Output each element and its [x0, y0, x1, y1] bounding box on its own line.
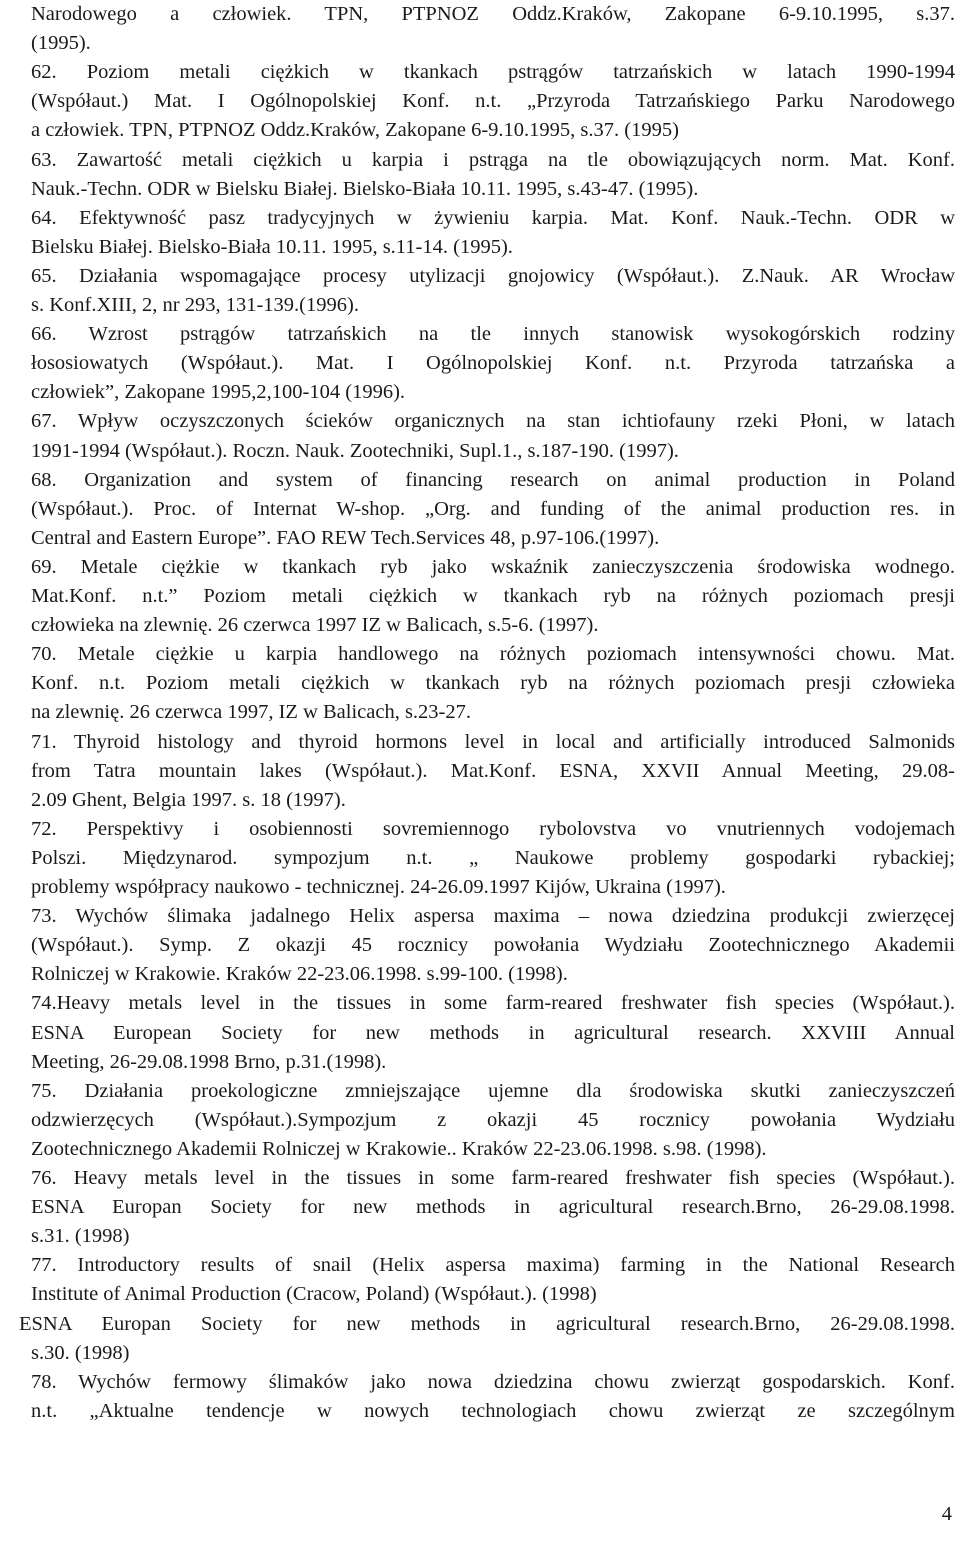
text-line: na zlewnię. 26 czerwca 1997, IZ w Balicach, s.23-27.: [31, 701, 472, 724]
text-line: s.30. (1998): [31, 1341, 130, 1364]
text-line: (Współaut.) Mat. I Ogólnopolskiej Konf. n.t. „Przyroda Tatrzańskiego Parku Narodowego: [31, 90, 955, 113]
text-line: 75. Działania proekologiczne zmniejszające ujemne dla środowiska skutki zanieczyszczeń: [31, 1079, 955, 1102]
text-line: 76. Heavy metals level in the tissues in some farm-reared freshwater fish species (Współaut.).: [31, 1167, 955, 1189]
text-line: s.31. (1998): [31, 1225, 130, 1248]
text-line: Zootechnicznego Akademii Rolniczej w Krakowie.. Kraków 22-23.06.1998. s.98. (1998).: [31, 1137, 767, 1160]
text-line: 64. Efektywność pasz tradycyjnych w żywieniu karpia. Mat. Konf. Nauk.-Techn. ODR w: [31, 206, 955, 229]
text-line: 66. Wzrost pstrągów tatrzańskich na tle innych stanowisk wysokogórskich rodziny: [31, 323, 955, 346]
text-line: 69. Metale ciężkie w tkankach ryb jako wskaźnik zanieczyszczenia środowiska wodnego.: [31, 555, 955, 578]
text-line: (Współaut.). Symp. Z okazji 45 rocznicy powołania Wydziału Zootechnicznego Akademii: [31, 934, 955, 957]
text-line: (1995).: [31, 32, 91, 55]
text-line: Narodowego a człowiek. TPN, PTPNOZ Oddz.Kraków, Zakopane 6-9.10.1995, s.37.: [31, 3, 955, 25]
text-line: 63. Zawartość metali ciężkich u karpia i pstrąga na tle obowiązujących norm. Mat. Konf.: [31, 148, 955, 171]
text-line: Bielsku Białej. Bielsko-Biała 10.11. 1995, s.11-14. (1995).: [31, 235, 513, 258]
text-line: (Współaut.). Proc. of Internat W-shop. „Org. and funding of the animal production res. in: [31, 497, 955, 520]
text-line: 67. Wpływ oczyszczonych ścieków organicznych na stan ichtiofauny rzeki Płoni, w latach: [31, 410, 955, 433]
text-line: 73. Wychów ślimaka jadalnego Helix aspersa maxima – nowa dziedzina produkcji zwierzęcej: [31, 905, 955, 928]
text-line: człowiek”, Zakopane 1995,2,100-104 (1996).: [31, 381, 406, 404]
text-line: 70. Metale ciężkie u karpia handlowego na różnych poziomach intensywności chowu. Mat.: [31, 643, 955, 666]
text-line: ESNA Europan Society for new methods in agricultural research.Brno, 26-29.08.1998.: [31, 1196, 955, 1219]
text-line: Polszi. Międzynarod. sympozjum n.t. „ Naukowe problemy gospodarki rybackiej;: [31, 846, 955, 869]
text-line: 78. Wychów fermowy ślimaków jako nowa dziedzina chowu zwierząt gospodarskich. Konf.: [31, 1370, 955, 1393]
text-line: Rolniczej w Krakowie. Kraków 22-23.06.1998. s.99-100. (1998).: [31, 963, 568, 986]
text-line: odzwierzęcych (Współaut.).Sympozjum z okazji 45 rocznicy powołania Wydziału: [31, 1108, 955, 1131]
text-line: a człowiek. TPN, PTPNOZ Oddz.Kraków, Zakopane 6-9.10.1995, s.37. (1995): [31, 119, 679, 142]
text-line: 77. Introductory results of snail (Helix aspersa maxima) farming in the National Research: [31, 1254, 955, 1277]
text-line: Central and Eastern Europe”. FAO REW Tech.Services 48, p.97-106.(1997).: [31, 526, 660, 549]
text-line: n.t. „Aktualne tendencje w nowych technologiach chowu zwierząt ze szczególnym: [31, 1399, 955, 1422]
text-line: Nauk.-Techn. ODR w Bielsku Białej. Bielsko-Biała 10.11. 1995, s.43-47. (1995).: [31, 177, 699, 200]
text-line: człowieka na zlewnię. 26 czerwca 1997 IZ w Balicach, s.5-6. (1997).: [31, 614, 599, 637]
text-line: Konf. n.t. Poziom metali ciężkich w tkankach ryb na różnych poziomach presji człowieka: [31, 672, 955, 695]
text-line: 1991-1994 (Współaut.). Roczn. Nauk. Zootechniki, Supl.1., s.187-190. (1997).: [31, 439, 679, 462]
text-line: from Tatra mountain lakes (Współaut.). Mat.Konf. ESNA, XXVII Annual Meeting, 29.08-: [31, 759, 955, 782]
text-line: 71. Thyroid histology and thyroid hormons level in local and artificially introduced Salmonids: [31, 730, 955, 753]
text-line: s. Konf.XIII, 2, nr 293, 131-139.(1996).: [31, 294, 359, 316]
text-line: Institute of Animal Production (Cracow, Poland) (Współaut.). (1998): [31, 1283, 597, 1306]
text-line: Mat.Konf. n.t.” Poziom metali ciężkich w tkankach ryb na różnych poziomach presji: [31, 585, 955, 607]
text-line: 62. Poziom metali ciężkich w tkankach pstrągów tatrzańskich w latach 1990-1994: [31, 61, 955, 84]
text-line: 2.09 Ghent, Belgia 1997. s. 18 (1997).: [31, 788, 346, 811]
text-line: 72. Perspektivy i osobiennosti sovremiennogo rybolovstva vo vnutriennych vodojemach: [31, 817, 955, 840]
text-line: 74.Heavy metals level in the tissues in some farm-reared freshwater fish species (Współaut.).: [31, 992, 955, 1015]
text-line: ESNA Europan Society for new methods in agricultural research.Brno, 26-29.08.1998.: [19, 1312, 955, 1335]
text-line: ESNA European Society for new methods in agricultural research. XXVIII Annual: [31, 1021, 955, 1044]
page-number: 4: [941, 1503, 952, 1525]
text-line: 68. Organization and system of financing research on animal production in Poland: [31, 468, 955, 491]
text-line: problemy współpracy naukowo - technicznej. 24-26.09.1997 Kijów, Ukraina (1997).: [31, 876, 726, 898]
text-line: Meeting, 26-29.08.1998 Brno, p.31.(1998).: [31, 1050, 387, 1073]
text-line: 65. Działania wspomagające procesy utylizacji gnojowicy (Współaut.). Z.Nauk. AR Wrocław: [31, 264, 955, 287]
text-line: łososiowatych (Współaut.). Mat. I Ogólnopolskiej Konf. n.t. Przyroda tatrzańska a: [31, 352, 955, 375]
